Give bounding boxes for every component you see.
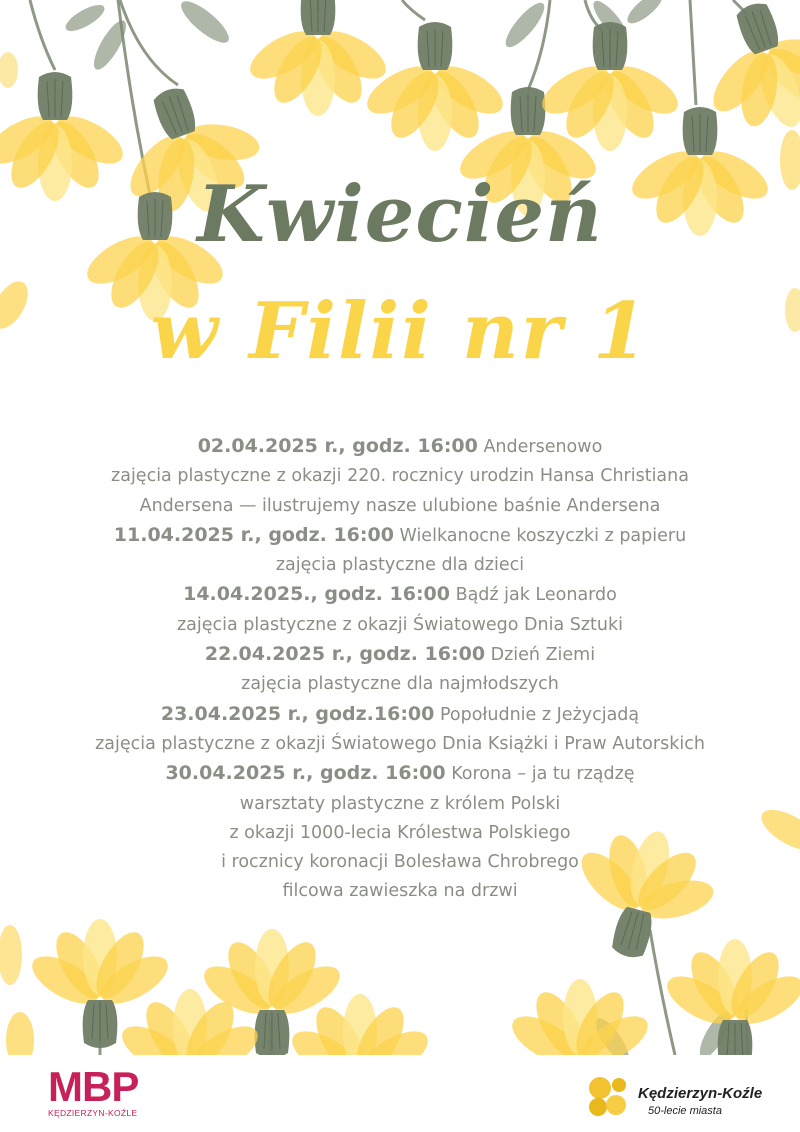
event-5-date: 23.04.2025 r., godz.16:00 — [160, 702, 435, 725]
event-3-date: 14.04.2025., godz. 16:00 — [183, 583, 450, 606]
poster-title: Kwiecień — [197, 169, 603, 260]
city-name: Kędzierzyn-Koźle — [638, 1085, 763, 1102]
event-4-heading — [0, 640, 800, 670]
event-4-date: 22.04.2025 r., godz. 16:00 — [204, 643, 486, 666]
poster-subtitle: w Filii nr 1 — [150, 286, 650, 377]
city-logo — [586, 1071, 786, 1121]
event-5-name: Popołudnie z Jeżycjadą — [439, 704, 640, 725]
event-2-detail-1: zajęcia plastyczne dla dzieci — [275, 555, 525, 576]
event-2-name: Wielkanocne koszyczki z papieru — [399, 525, 687, 546]
city-anniversary: 50-lecie miasta — [648, 1105, 722, 1117]
event-3-name: Bądź jak Leonardo — [455, 585, 617, 606]
event-4-detail-1: zajęcia plastyczne dla najmłodszych — [241, 674, 559, 695]
event-1-heading — [0, 432, 800, 462]
event-6-name: Korona – ja tu rządzę — [451, 764, 635, 785]
event-1-detail-2: Andersena — ilustrujemy nasze ulubione baśnie Andersena — [139, 495, 661, 516]
event-6-heading — [0, 759, 800, 789]
event-1-date: 02.04.2025 r., godz. 16:00 — [197, 435, 478, 457]
event-1-name: Andersenowo — [483, 437, 603, 457]
event-2-heading — [0, 521, 800, 551]
event-3-heading — [0, 580, 800, 610]
event-5-detail-1: zajęcia plastyczne z okazji Światowego Dnia Książki i Praw Autorskich — [95, 733, 705, 754]
library-logo-subtitle: KĘDZIERZYN-KOŹLE — [48, 1108, 138, 1118]
event-1-detail-1: zajęcia plastyczne z okazji 220. rocznicy urodzin Hansa Christiana — [111, 466, 689, 487]
event-2-date: 11.04.2025 r., godz. 16:00 — [113, 523, 394, 546]
footer — [0, 1055, 800, 1132]
event-4-name: Dzień Ziemi — [490, 645, 596, 666]
event-6-date: 30.04.2025 r., godz. 16:00 — [165, 762, 446, 785]
event-5-heading — [0, 700, 800, 730]
event-6-detail-2: z okazji 1000-lecia Królestwa Polskiego — [229, 822, 571, 843]
events-list — [0, 432, 800, 907]
library-logo-mark: MBP — [48, 1063, 139, 1110]
event-6-detail-4: filcowa zawieszka na drzwi — [282, 881, 518, 902]
event-3-detail-1: zajęcia plastyczne z okazji Światowego Dnia Sztuki — [176, 614, 624, 635]
library-logo — [48, 1063, 139, 1118]
city-logo-icon — [586, 1071, 636, 1121]
event-6-detail-1: warsztaty plastyczne z królem Polski — [239, 793, 561, 814]
event-6-detail-3: i rocznicy koronacji Bolesława Chrobrego — [221, 852, 579, 873]
